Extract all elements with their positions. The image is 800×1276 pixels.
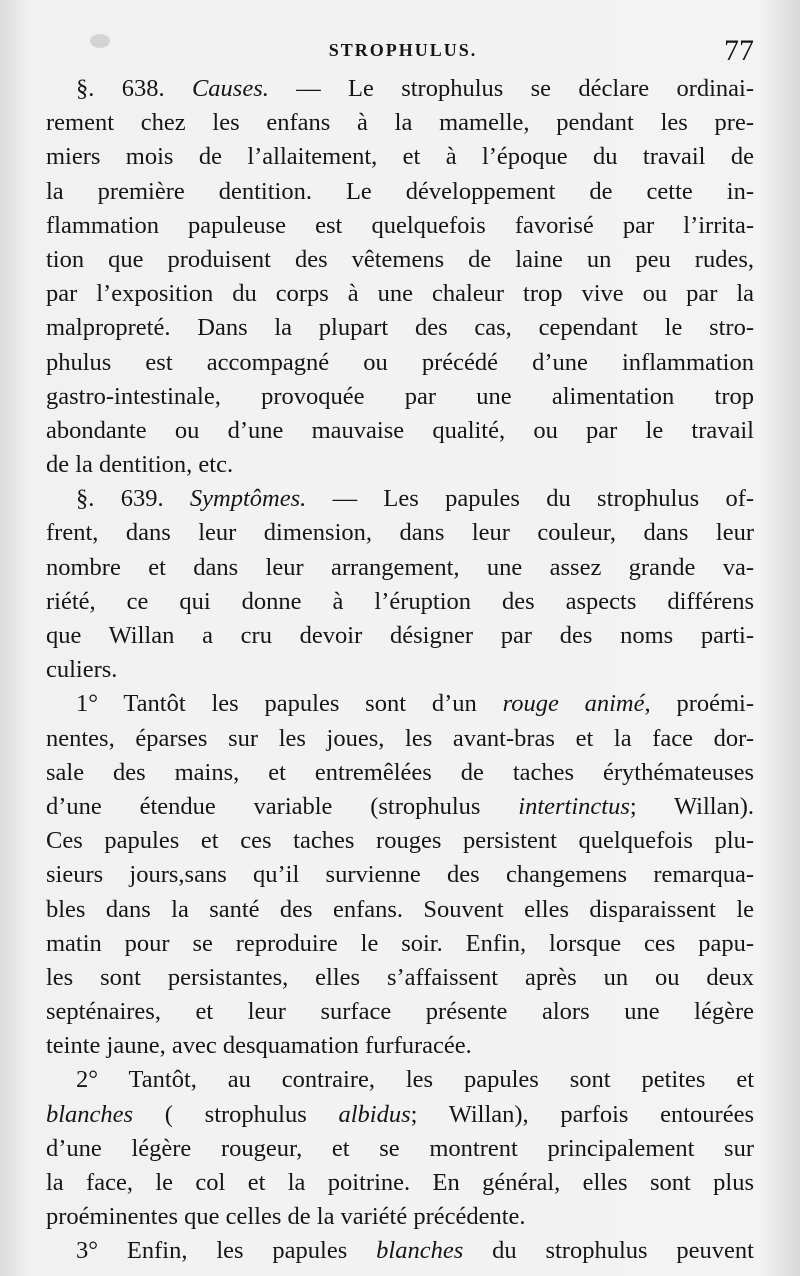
page-header	[46, 36, 760, 72]
text-line: tion que produisent des vêtemens de laine un peu rudes,	[46, 245, 754, 273]
text-line: de la dentition, etc.	[46, 451, 234, 479]
text-line: la première dentition. Le développement de cette in-	[46, 177, 754, 205]
text-line: teinte jaune, avec desquamation furfuracée.	[46, 1032, 472, 1060]
text-line: bles dans la santé des enfans. Souvent elles disparaissent le	[46, 895, 754, 923]
text-line: §. 639. Symptômes. — Les papules du strophulus of-	[76, 485, 755, 513]
page-number: 77	[724, 34, 754, 67]
text-line: nombre et dans leur arrangement, une assez grande va-	[46, 553, 754, 581]
text-line: culiers.	[46, 656, 118, 684]
text-line: d’une légère rougeur, et se montrent principalement sur	[46, 1134, 754, 1162]
body-text	[46, 72, 754, 1269]
text-line: miers mois de l’allaitement, et à l’époque du travail de	[46, 143, 754, 171]
running-head: STROPHULUS.	[328, 40, 478, 60]
text-line: malpropreté. Dans la plupart des cas, cependant le stro-	[46, 314, 754, 342]
text-line: abondante ou d’une mauvaise qualité, ou par le travail	[46, 416, 754, 444]
text-line: flammation papuleuse est quelquefois favorisé par l’irrita-	[46, 211, 754, 239]
text-line: riété, ce qui donne à l’éruption des aspects différens	[46, 587, 754, 615]
text-line: §. 638. Causes. — Le strophulus se déclare ordinai-	[76, 75, 755, 102]
text-line: sieurs jours,sans qu’il survienne des changemens remarqua-	[46, 861, 754, 889]
text-line: rement chez les enfans à la mamelle, pendant les pre-	[46, 109, 754, 137]
text-line: matin pour se reproduire le soir. Enfin, lorsque ces papu-	[46, 929, 754, 957]
text-line: sale des mains, et entremêlées de taches érythémateuses	[46, 758, 754, 786]
text-line: 1° Tantôt les papules sont d’un rouge animé, proémi-	[76, 690, 755, 718]
text-line: Ces papules et ces taches rouges persistent quelquefois plu-	[46, 827, 754, 855]
text-line: proéminentes que celles de la variété précédente.	[46, 1203, 526, 1231]
text-line: gastro-intestinale, provoquée par une alimentation trop	[46, 382, 754, 410]
text-line: 2° Tantôt, au contraire, les papules sont petites et	[76, 1066, 754, 1094]
text-line: que Willan a cru devoir désigner par des noms parti-	[46, 622, 754, 649]
text-line: 3° Enfin, les papules blanches du strophulus peuvent	[76, 1237, 754, 1265]
text-line: septénaires, et leur surface présente alors une légère	[46, 998, 754, 1026]
text-line: les sont persistantes, elles s’affaissent après un ou deux	[46, 963, 754, 991]
text-line: par l’exposition du corps à une chaleur trop vive ou par la	[46, 280, 754, 308]
text-line: la face, le col et la poitrine. En général, elles sont plus	[46, 1169, 754, 1196]
text-line: phulus est accompagné ou précédé d’une inflammation	[46, 348, 754, 376]
text-line: d’une étendue variable (strophulus intertinctus; Willan).	[46, 792, 754, 820]
text-line: blanches ( strophulus albidus; Willan), parfois entourées	[46, 1100, 754, 1128]
text-line: nentes, éparses sur les joues, les avant-bras et la face dor-	[46, 724, 754, 752]
text-line: frent, dans leur dimension, dans leur couleur, dans leur	[46, 519, 754, 547]
